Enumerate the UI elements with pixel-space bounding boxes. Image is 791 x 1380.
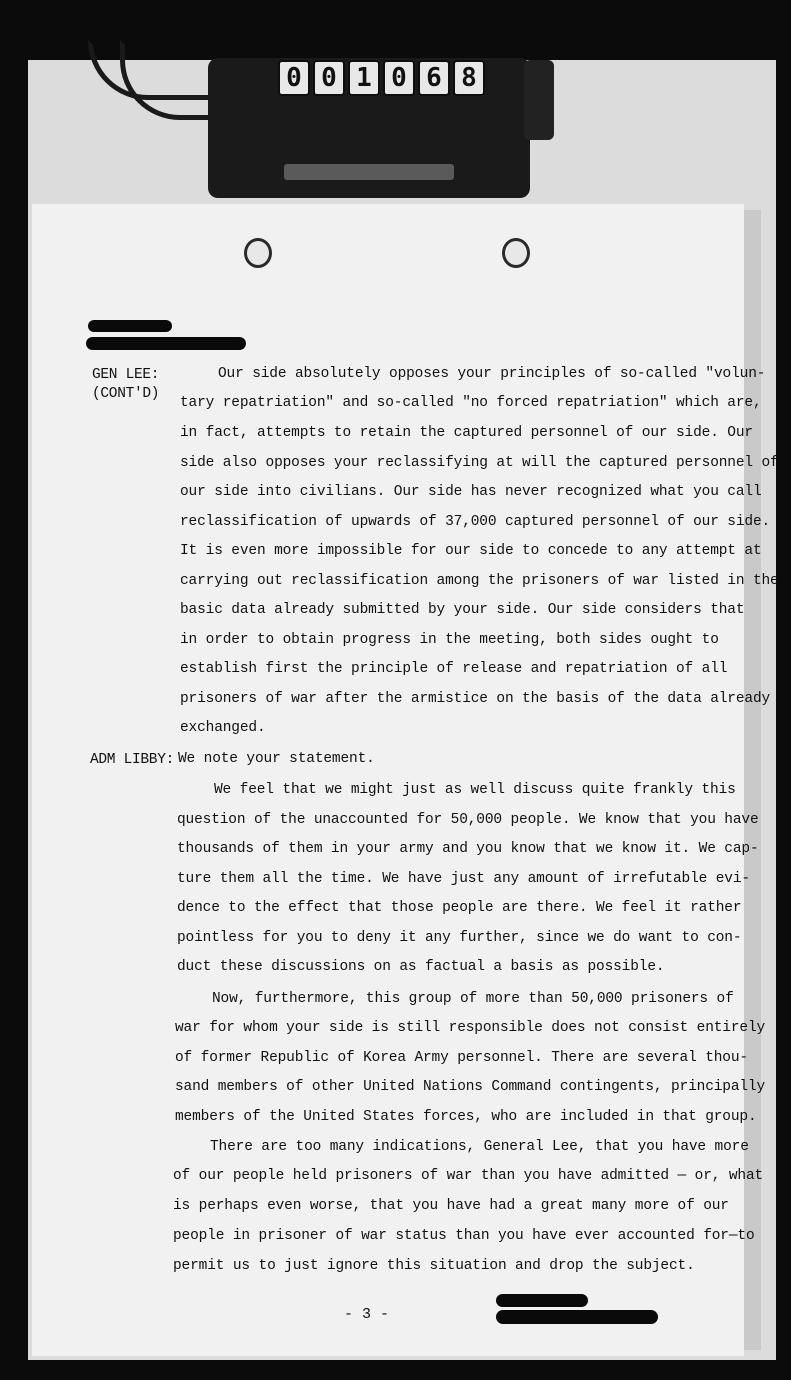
- text-line: establish first the principle of release and repatriation of all: [180, 661, 728, 677]
- speaker-label-gen-lee: [92, 366, 159, 404]
- redaction-bar: [496, 1294, 588, 1307]
- text-line: There are too many indications, General Lee, that you have more: [210, 1139, 749, 1155]
- counter-digit: 1: [348, 60, 380, 96]
- speaker-name: GEN LEE:: [92, 367, 160, 383]
- text-line: our side into civilians. Our side has never recognized what you call: [180, 484, 762, 500]
- text-line: duct these discussions on as factual a basis as possible.: [177, 959, 665, 975]
- text-line: ture them all the time. We have just any amount of irrefutable evi-: [177, 871, 750, 887]
- text-line: of former Republic of Korea Army personnel. There are several thou-: [175, 1050, 748, 1066]
- text-line: We feel that we might just as well discuss quite frankly this: [214, 782, 736, 798]
- text-line: side also opposes your reclassifying at will the captured personnel of: [180, 455, 779, 471]
- text-line: sand members of other United Nations Command contingents, principally: [175, 1079, 766, 1095]
- text-line: pointless for you to deny it any further, since we do want to con-: [177, 930, 742, 946]
- text-line: It is even more impossible for our side to concede to any attempt at: [180, 543, 762, 559]
- punch-hole-right: [502, 238, 530, 268]
- text-line: in order to obtain progress in the meeting, both sides ought to: [180, 632, 719, 648]
- text-line: We note your statement.: [178, 751, 375, 767]
- text-line: war for whom your side is still responsible does not consist entirely: [175, 1020, 766, 1036]
- frame-counter-device: [208, 58, 530, 198]
- text-line: dence to the effect that those people are there. We feel it rather: [177, 900, 742, 916]
- text-line: of our people held prisoners of war than you have admitted — or, what: [173, 1168, 764, 1184]
- redaction-bar: [496, 1310, 658, 1324]
- speaker-name: ADM LIBBY:: [90, 752, 175, 768]
- text-line: basic data already submitted by your side. Our side considers that: [180, 602, 745, 618]
- text-line: prisoners of war after the armistice on the basis of the data already: [180, 691, 771, 707]
- speaker-label-adm-libby: [90, 751, 174, 770]
- counter-knob: [524, 60, 554, 140]
- counter-digit: 6: [418, 60, 450, 96]
- text-line: question of the unaccounted for 50,000 people. We know that you have: [177, 812, 759, 828]
- text-line: members of the United States forces, who are included in that group.: [175, 1109, 757, 1125]
- text-line: Our side absolutely opposes your principles of so-called "volun-: [218, 366, 766, 382]
- text-line: permit us to just ignore this situation and drop the subject.: [173, 1258, 695, 1274]
- page-number: - 3 -: [344, 1306, 390, 1323]
- text-line: in fact, attempts to retain the captured personnel of our side. Our: [180, 425, 753, 441]
- counter-digit: 0: [278, 60, 310, 96]
- text-line: people in prisoner of war status than you have ever accounted for—to: [173, 1228, 755, 1244]
- frame-counter-digits: [278, 60, 485, 96]
- redaction-bar: [86, 337, 246, 350]
- punch-hole-left: [244, 238, 272, 268]
- counter-digit: 0: [313, 60, 345, 96]
- counter-digit: 0: [383, 60, 415, 96]
- counter-digit: 8: [453, 60, 485, 96]
- redaction-bar: [88, 320, 172, 332]
- text-line: tary repatriation" and so-called "no forced repatriation" which are,: [180, 395, 762, 411]
- counter-slot: [284, 164, 454, 180]
- speaker-continued: (CONT'D): [92, 386, 160, 402]
- text-line: exchanged.: [180, 720, 266, 736]
- text-line: is perhaps even worse, that you have had a great many more of our: [173, 1198, 729, 1214]
- text-line: carrying out reclassification among the prisoners of war listed in the: [180, 573, 779, 589]
- text-line: Now, furthermore, this group of more than 50,000 prisoners of: [212, 991, 734, 1007]
- text-line: reclassification of upwards of 37,000 captured personnel of our side.: [180, 514, 771, 530]
- text-line: thousands of them in your army and you know that we know it. We cap-: [177, 841, 759, 857]
